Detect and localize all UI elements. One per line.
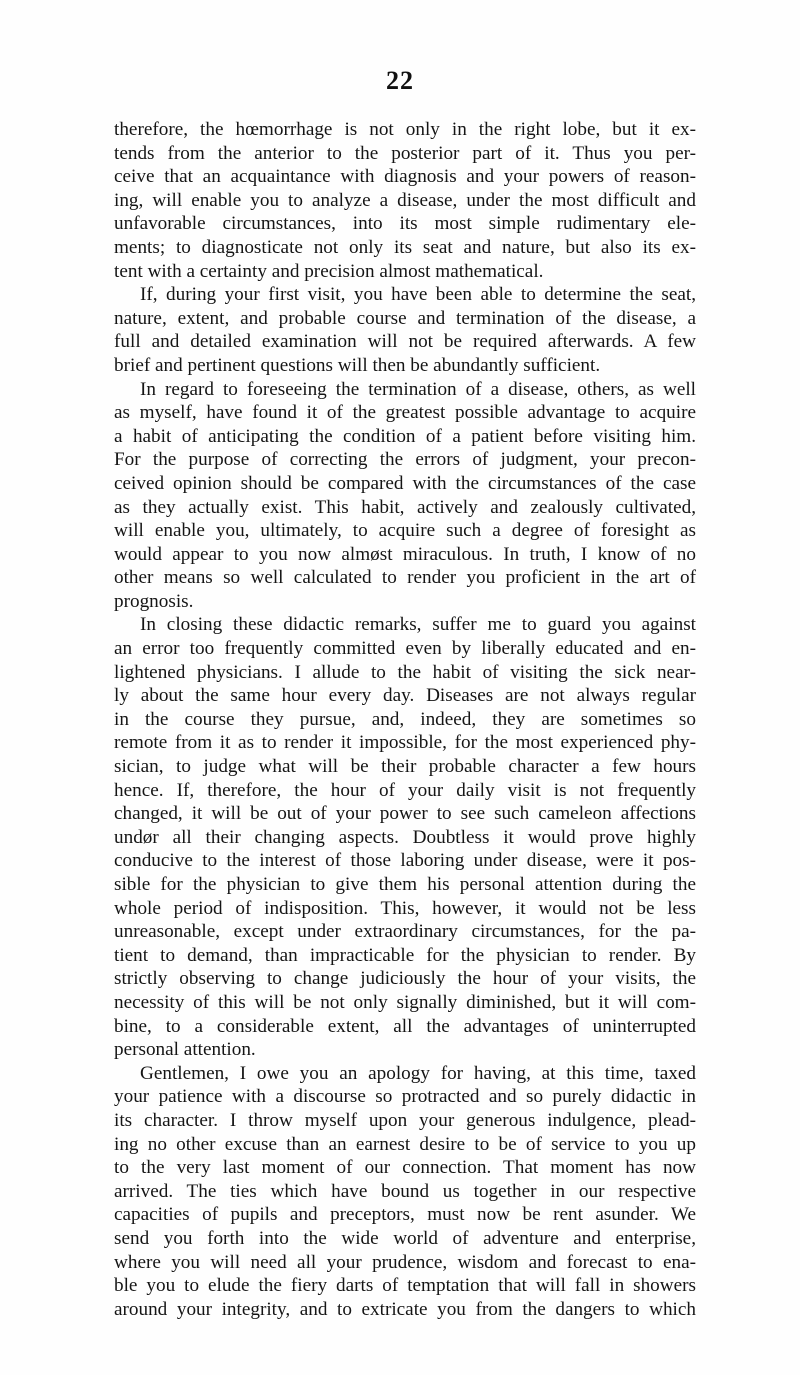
text-line: undør all their changing aspects. Doubtless it would prove highly — [114, 826, 696, 848]
text-line: therefore, the hœmorrhage is not only in the right lobe, but it ex- — [114, 119, 696, 140]
text-line: its character. I throw myself upon your generous indulgence, plead- — [114, 1109, 696, 1131]
text-line: as they actually exist. This habit, actively and zealously cultivated, — [114, 496, 696, 518]
text-line: to the very last moment of our connection. That moment has now — [114, 1157, 696, 1179]
text-line: around your integrity, and to extricate you from the dangers to which — [114, 1298, 696, 1320]
text-line: ceive that an acquaintance with diagnosis and your powers of reason- — [114, 166, 696, 188]
text-line: ceived opinion should be compared with the circumstances of the case — [114, 472, 696, 494]
text-line: For the purpose of correcting the errors of judgment, your precon- — [114, 449, 696, 471]
text-line: bine, to a considerable extent, all the advantages of uninterrupted — [114, 1015, 696, 1037]
text-line: brief and pertinent questions will then be abundantly sufficient. — [114, 354, 601, 376]
text-line: hence. If, therefore, the hour of your daily visit is not frequently — [114, 779, 696, 801]
text-line: prognosis. — [114, 590, 194, 612]
text-line: arrived. The ties which have bound us together in our respective — [114, 1180, 696, 1202]
text-line: In regard to foreseeing the termination of a disease, others, as well — [140, 378, 696, 400]
text-line: unreasonable, except under extraordinary circumstances, for the pa- — [114, 921, 696, 943]
text-line: full and detailed examination will not be required afterwards. A few — [114, 331, 696, 353]
text-line: sible for the physician to give them his personal attention during the — [114, 874, 696, 895]
text-line: conducive to the interest of those laboring under disease, were it pos- — [114, 850, 696, 872]
text-line: nature, extent, and probable course and termination of the disease, a — [114, 307, 696, 329]
text-line: will enable you, ultimately, to acquire such a degree of foresight as — [114, 520, 696, 542]
text-line: necessity of this will be not only signally diminished, but it will com- — [114, 991, 696, 1013]
text-line: would appear to you now almøst miraculous. In truth, I know of no — [114, 543, 696, 565]
text-line: tent with a certainty and precision almost mathematical. — [114, 260, 544, 282]
text-line: ing, will enable you to analyze a disease, under the most difficult and — [114, 189, 696, 211]
body-text — [114, 118, 696, 1321]
text-line: an error too frequently committed even by liberally educated and en- — [114, 638, 696, 660]
text-line: In closing these didactic remarks, suffer me to guard you against — [140, 614, 696, 636]
text-line: other means so well calculated to render you proficient in the art of — [114, 567, 696, 589]
text-line: whole period of indisposition. This, however, it would not be less — [114, 897, 696, 919]
text-line: Gentlemen, I owe you an apology for having, at this time, taxed — [140, 1062, 696, 1084]
text-line: lightened physicians. I allude to the habit of visiting the sick near- — [114, 661, 696, 683]
text-line: a habit of anticipating the condition of a patient before visiting him. — [114, 425, 696, 447]
text-line: ing no other excuse than an earnest desire to be of service to you up — [114, 1133, 696, 1155]
text-line: sician, to judge what will be their probable character a few hours — [114, 756, 696, 778]
text-line: where you will need all your prudence, wisdom and forecast to ena- — [114, 1251, 696, 1273]
text-line: If, during your first visit, you have been able to determine the seat, — [140, 284, 696, 306]
text-line: as myself, have found it of the greatest possible advantage to acquire — [114, 402, 696, 424]
text-line: send you forth into the wide world of adventure and enterprise, — [114, 1227, 696, 1249]
text-line: strictly observing to change judiciously the hour of your visits, the — [114, 968, 696, 990]
text-line: in the course they pursue, and, indeed, they are sometimes so — [114, 708, 696, 730]
text-line: capacities of pupils and preceptors, must now be rent asunder. We — [114, 1204, 696, 1226]
text-line: changed, it will be out of your power to see such cameleon affections — [114, 803, 696, 825]
text-line: your patience with a discourse so protracted and so purely didactic in — [114, 1086, 696, 1108]
text-line: ly about the same hour every day. Diseases are not always regular — [114, 685, 696, 707]
text-line: unfavorable circumstances, into its most simple rudimentary ele- — [114, 213, 696, 235]
text-line: personal attention. — [114, 1039, 256, 1061]
text-line: remote from it as to render it impossible, for the most experienced phy- — [114, 732, 696, 754]
text-line: ble you to elude the fiery darts of temptation that will fall in showers — [114, 1275, 696, 1297]
text-line: tends from the anterior to the posterior part of it. Thus you per- — [114, 142, 696, 164]
text-line: ments; to diagnosticate not only its seat and nature, but also its ex- — [114, 236, 696, 258]
text-line: tient to demand, than impracticable for the physician to render. By — [114, 944, 696, 966]
page-number: 22 — [386, 66, 414, 95]
